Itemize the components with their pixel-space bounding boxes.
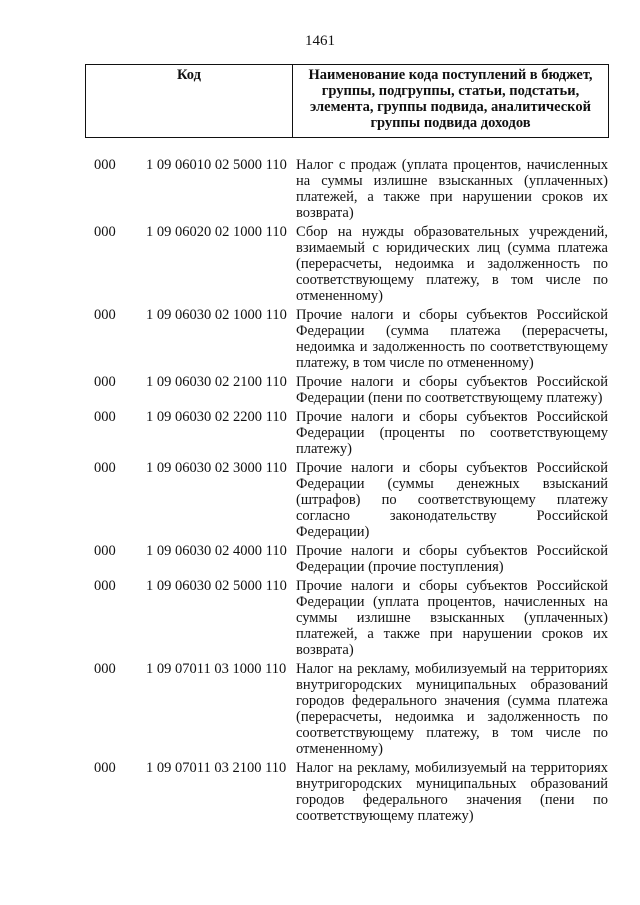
table-row xyxy=(0,224,640,304)
admin-code-cell: 000 xyxy=(94,760,116,776)
header-name-column: Наименование кода поступлений в бюджет, группы, подгруппы, статьи, подстатьи, элемента, группы подвида, аналитической группы подвида доходов xyxy=(308,67,593,131)
table-header xyxy=(85,64,609,138)
revenue-code-cell: 1 09 07011 03 2100 110 xyxy=(146,760,287,776)
revenue-code-cell: 1 09 06030 02 2100 110 xyxy=(146,374,287,390)
revenue-code-cell: 1 09 06030 02 2200 110 xyxy=(146,409,287,425)
table-row xyxy=(0,760,640,824)
admin-code-cell: 000 xyxy=(94,460,116,476)
admin-code-cell: 000 xyxy=(94,157,116,173)
table-row xyxy=(0,307,640,371)
table-row xyxy=(0,460,640,540)
revenue-code-cell: 1 09 06010 02 5000 110 xyxy=(146,157,287,173)
admin-code-cell: 000 xyxy=(94,307,116,323)
revenue-name-cell: Сбор на нужды образовательных учреждений, взимаемый с юридических лиц (сумма платежа (перерасчеты, недоимка и задолженность по соответствующему платежу, в том числе по отмененному) xyxy=(296,224,608,304)
revenue-code-cell: 1 09 06030 02 1000 110 xyxy=(146,307,287,323)
revenue-name-cell: Прочие налоги и сборы субъектов Российской Федерации (уплата процентов, начисленных на суммы излишне взысканных (уплаченных) платежей, а также при нарушении сроков их возврата) xyxy=(296,578,608,658)
header-code-column: Код xyxy=(86,65,293,137)
revenue-code-cell: 1 09 06030 02 5000 110 xyxy=(146,578,287,594)
table-body xyxy=(0,157,640,827)
admin-code-cell: 000 xyxy=(94,374,116,390)
revenue-name-cell: Прочие налоги и сборы субъектов Российской Федерации (суммы денежных взысканий (штрафов) по соответствующему платежу согласно законодательству Российской Федерации) xyxy=(296,460,608,540)
revenue-name-cell: Налог на рекламу, мобилизуемый на территориях внутригородских муниципальных образований городов федерального значения (сумма платежа (перерасчеты, недоимка и задолженность по соответствующему платежу, в том числе по отмененному) xyxy=(296,661,608,757)
revenue-name-cell: Прочие налоги и сборы субъектов Российской Федерации (проценты по соответствующему платежу) xyxy=(296,409,608,457)
admin-code-cell: 000 xyxy=(94,578,116,594)
revenue-name-cell: Прочие налоги и сборы субъектов Российской Федерации (прочие поступления) xyxy=(296,543,608,575)
revenue-code-cell: 1 09 06030 02 4000 110 xyxy=(146,543,287,559)
admin-code-cell: 000 xyxy=(94,543,116,559)
revenue-name-cell: Прочие налоги и сборы субъектов Российской Федерации (пени по соответствующему платежу) xyxy=(296,374,608,406)
page-number: 1461 xyxy=(305,33,335,49)
admin-code-cell: 000 xyxy=(94,409,116,425)
revenue-name-cell: Прочие налоги и сборы субъектов Российской Федерации (сумма платежа (перерасчеты, недоимка и задолженность по соответствующему платежу, в том числе по отмененному) xyxy=(296,307,608,371)
revenue-name-cell: Налог на рекламу, мобилизуемый на территориях внутригородских муниципальных образований городов федерального значения (пени по соответствующему платежу) xyxy=(296,760,608,824)
table-row xyxy=(0,374,640,406)
revenue-code-cell: 1 09 07011 03 1000 110 xyxy=(146,661,287,677)
revenue-code-cell: 1 09 06020 02 1000 110 xyxy=(146,224,287,240)
table-row xyxy=(0,157,640,221)
admin-code-cell: 000 xyxy=(94,661,116,677)
revenue-name-cell: Налог с продаж (уплата процентов, начисленных на суммы излишне взысканных (уплаченных) платежей, а также при нарушении сроков их возврата) xyxy=(296,157,608,221)
table-row xyxy=(0,543,640,575)
table-row xyxy=(0,409,640,457)
table-row xyxy=(0,578,640,658)
admin-code-cell: 000 xyxy=(94,224,116,240)
table-row xyxy=(0,661,640,757)
revenue-code-cell: 1 09 06030 02 3000 110 xyxy=(146,460,287,476)
